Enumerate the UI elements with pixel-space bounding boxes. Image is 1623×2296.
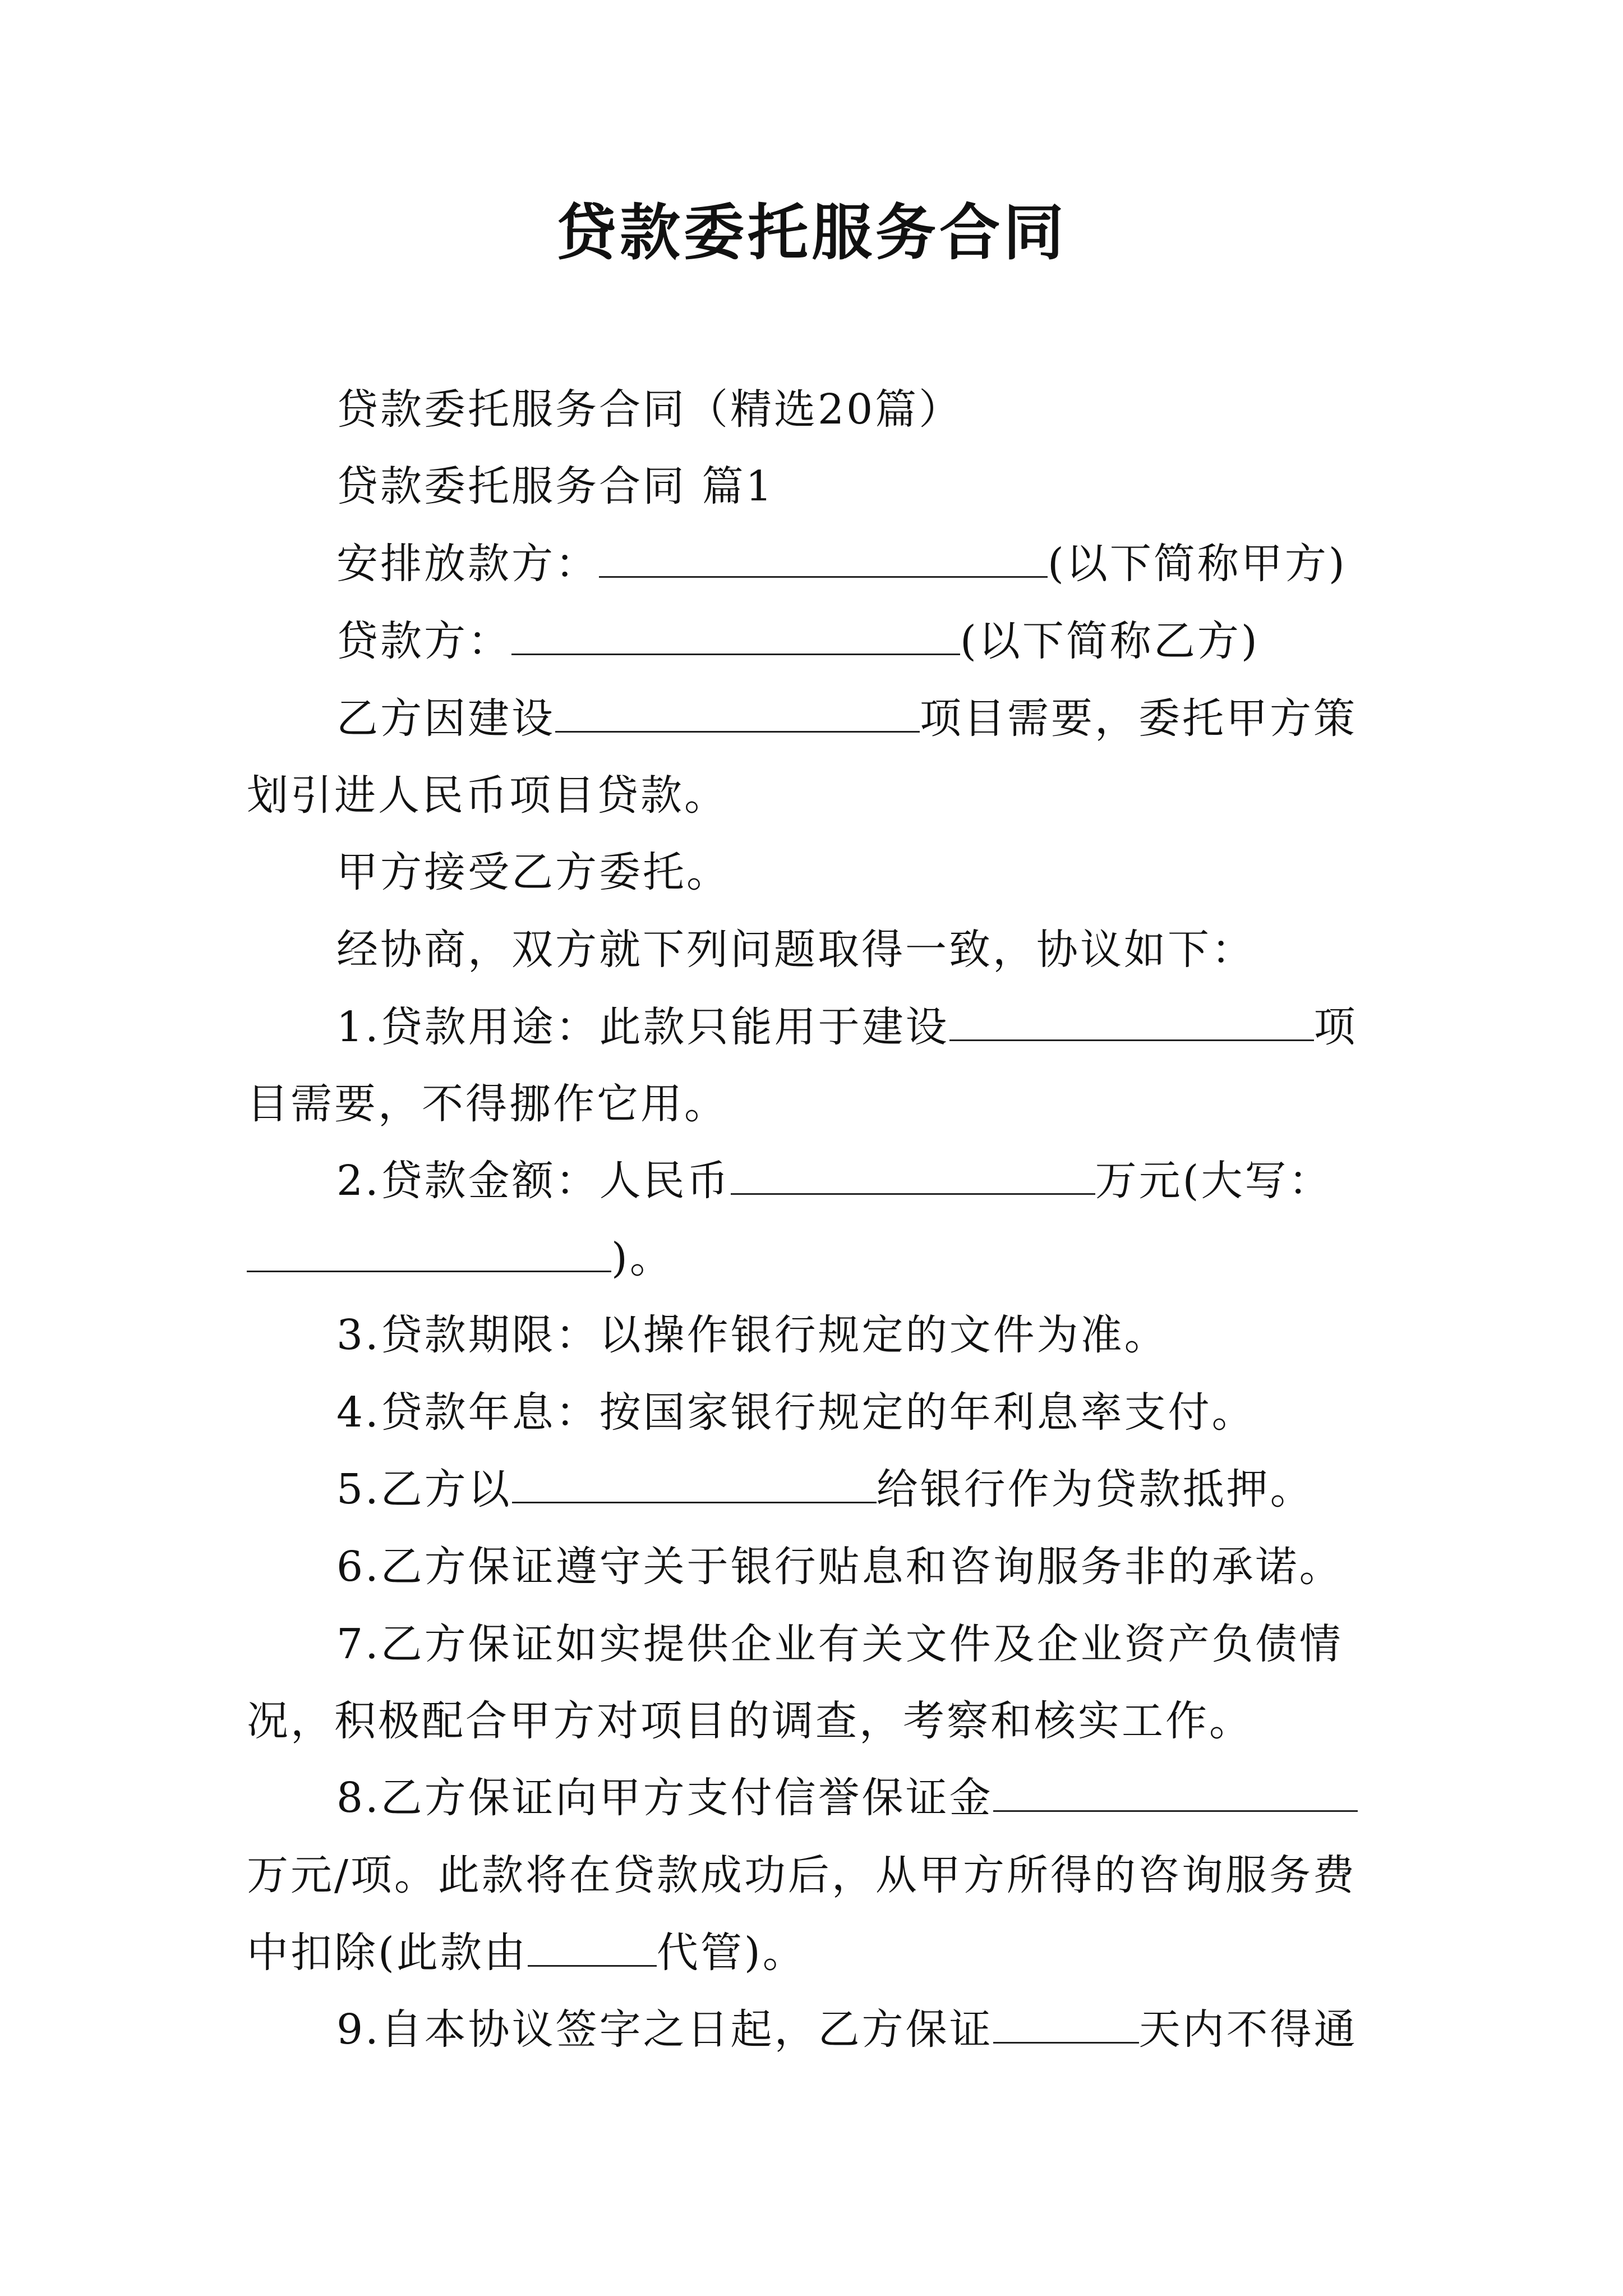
- clause-8-cont-2: [247, 1922, 806, 1984]
- text-line: 4.贷款年息：按国家银行规定的年利息率支付。: [336, 1388, 1256, 1437]
- paragraph-agreement: [336, 919, 1255, 981]
- clause-2-cont: [247, 1227, 674, 1289]
- text-line: 贷款委托服务合同 篇1: [336, 462, 774, 510]
- text-line: 9.自本协议签字之日起，乙方保证: [336, 2005, 993, 2054]
- paragraph-borrower: [336, 610, 1260, 672]
- clause-7-cont: [247, 1690, 1253, 1752]
- text-line: 代管)。: [656, 1929, 806, 1977]
- fill-in-blank: [247, 1229, 611, 1272]
- text-line: 天内不得通: [1138, 2005, 1358, 2054]
- text-line: 甲方接受乙方委托。: [336, 848, 730, 896]
- clause-9: [336, 1999, 1358, 2060]
- fill-in-blank: [949, 998, 1314, 1041]
- text-line: 万元/项。此款将在贷款成功后，从甲方所得的咨询服务费: [247, 1851, 1357, 1899]
- text-line: 贷款方：: [336, 617, 511, 665]
- text-line: 中扣除(此款由: [247, 1929, 528, 1977]
- fill-in-blank: [731, 1152, 1095, 1195]
- clause-1: [336, 996, 1358, 1058]
- clause-8-cont: [247, 1844, 1357, 1906]
- text-line: 1.贷款用途：此款只能用于建设: [336, 1003, 949, 1051]
- fill-in-blank: [511, 612, 960, 655]
- fill-in-blank: [599, 535, 1048, 578]
- fill-in-blank: [993, 2000, 1139, 2044]
- text-line: 安排放款方：: [336, 540, 599, 588]
- clause-4: [336, 1382, 1256, 1443]
- text-line: 5.乙方以: [336, 1465, 512, 1513]
- clause-8: [336, 1767, 1358, 1829]
- clause-2: [336, 1150, 1332, 1212]
- paragraph-subtitle: [336, 379, 962, 440]
- paragraph-purpose-cont: [247, 765, 728, 826]
- text-line: 划引进人民币项目贷款。: [247, 771, 728, 820]
- fill-in-blank: [993, 1769, 1358, 1812]
- text-line: )。: [611, 1234, 674, 1282]
- clause-5: [336, 1458, 1314, 1520]
- text-line: 经协商，双方就下列问题取得一致，协议如下：: [336, 926, 1255, 974]
- text-line: 3.贷款期限：以操作银行规定的文件为准。: [336, 1311, 1168, 1359]
- clause-1-cont: [247, 1073, 728, 1135]
- text-line: 况，积极配合甲方对项目的调查，考察和核实工作。: [247, 1697, 1253, 1745]
- paragraph-section-heading: [336, 455, 774, 517]
- text-line: 项: [1313, 1003, 1358, 1051]
- fill-in-blank: [555, 689, 920, 733]
- paragraph-purpose: [336, 688, 1357, 749]
- paragraph-lender: [336, 533, 1347, 595]
- text-line: 7.乙方保证如实提供企业有关文件及企业资产负债情: [336, 1620, 1343, 1668]
- clause-3: [336, 1304, 1168, 1366]
- text-line: 给银行作为贷款抵押。: [876, 1465, 1314, 1513]
- fill-in-blank: [512, 1460, 877, 1503]
- text-line: (以下简称甲方): [1048, 540, 1347, 588]
- text-line: 项目需要，委托甲方策: [920, 694, 1357, 743]
- document-title: 贷款委托服务合同: [555, 197, 1067, 268]
- text-line: 6.乙方保证遵守关于银行贴息和咨询服务非的承诺。: [336, 1543, 1343, 1591]
- clause-6: [336, 1536, 1343, 1598]
- clause-7: [336, 1613, 1343, 1675]
- text-line: 贷款委托服务合同（精选20篇）: [336, 385, 963, 434]
- text-line: 2.贷款金额：人民币: [336, 1157, 731, 1205]
- text-line: (以下简称乙方): [960, 617, 1260, 665]
- fill-in-blank: [528, 1924, 657, 1967]
- text-line: 8.乙方保证向甲方支付信誉保证金: [336, 1774, 993, 1822]
- text-line: 目需要，不得挪作它用。: [247, 1080, 728, 1128]
- text-line: 乙方因建设: [336, 694, 555, 743]
- paragraph-accept: [336, 841, 730, 903]
- text-line: 万元(大写：: [1095, 1157, 1332, 1205]
